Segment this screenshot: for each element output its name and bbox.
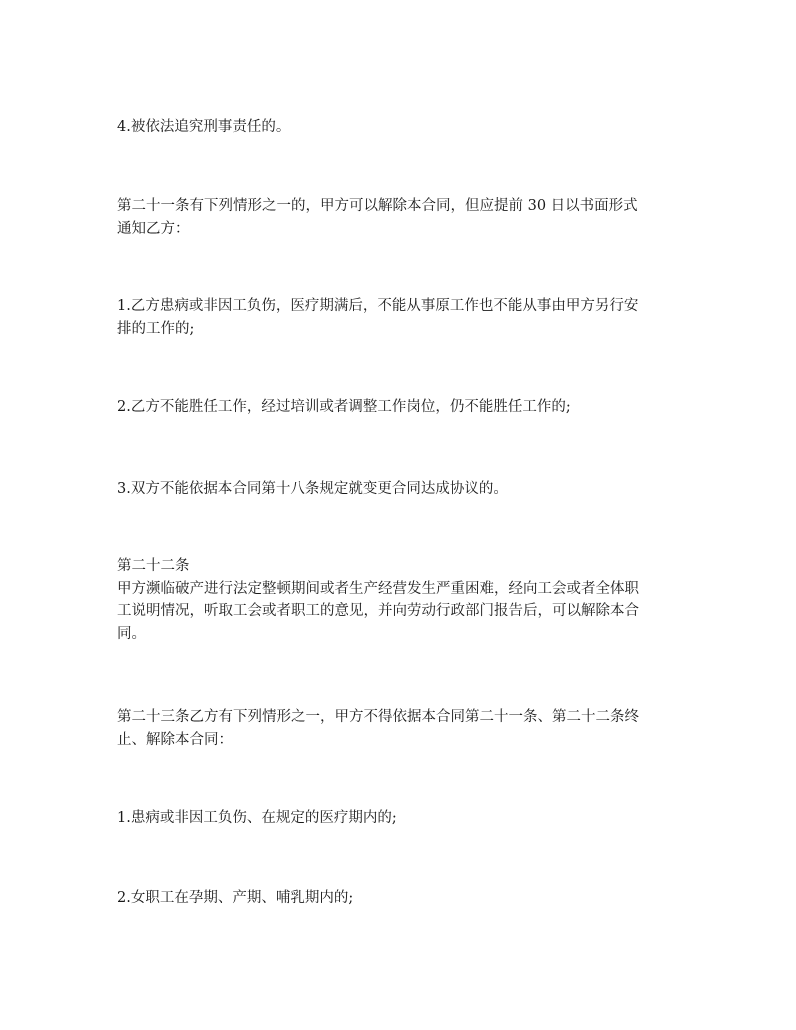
text-line: 第二十三条乙方有下列情形之一，甲方不得依据本合同第二十一条、第二十二条终 xyxy=(117,709,639,725)
item-1-medical-period xyxy=(117,807,689,830)
text-line: 1.乙方患病或非因工负伤，医疗期满后，不能从事原工作也不能从事由甲方另行安 xyxy=(117,298,639,314)
text-line: 止、解除本合同： xyxy=(117,731,233,748)
text-line: 1.患病或非因工负伤、在规定的医疗期内的; xyxy=(117,810,397,826)
article-23-paragraph xyxy=(117,706,689,751)
text-line: 甲方濒临破产进行法定整顿期间或者生产经营发生严重困难，经向工会或者全体职 xyxy=(117,580,639,597)
article-22-paragraph xyxy=(117,555,689,645)
text-line: 3.双方不能依据本合同第十八条规定就变更合同达成协议的。 xyxy=(117,481,508,497)
item-3-no-agreement xyxy=(117,478,689,501)
text-line: 同。 xyxy=(117,625,146,642)
item-2-incompetence xyxy=(117,396,689,419)
text-line: 工说明情况，听取工会或者职工的意见，并向劳动行政部门报告后，可以解除本合 xyxy=(117,603,639,619)
text-line: 2.乙方不能胜任工作，经过培训或者调整工作岗位，仍不能胜任工作的; xyxy=(117,399,571,415)
text-line: 排的工作的; xyxy=(117,320,195,337)
text-line: 第二十一条有下列情形之一的，甲方可以解除本合同，但应提前 30 日以书面形式 xyxy=(117,198,638,214)
text-line: 通知乙方： xyxy=(117,220,190,237)
text-line: 2.女职工在孕期、产期、哺乳期内的; xyxy=(117,890,354,906)
item-4-criminal-liability xyxy=(117,116,689,139)
item-1-illness-injury xyxy=(117,295,689,340)
item-2-female-worker xyxy=(117,887,689,910)
text-line: 4.被依法追究刑事责任的。 xyxy=(117,119,291,135)
article-21-paragraph xyxy=(117,195,689,240)
article-heading: 第二十二条 xyxy=(117,558,190,574)
